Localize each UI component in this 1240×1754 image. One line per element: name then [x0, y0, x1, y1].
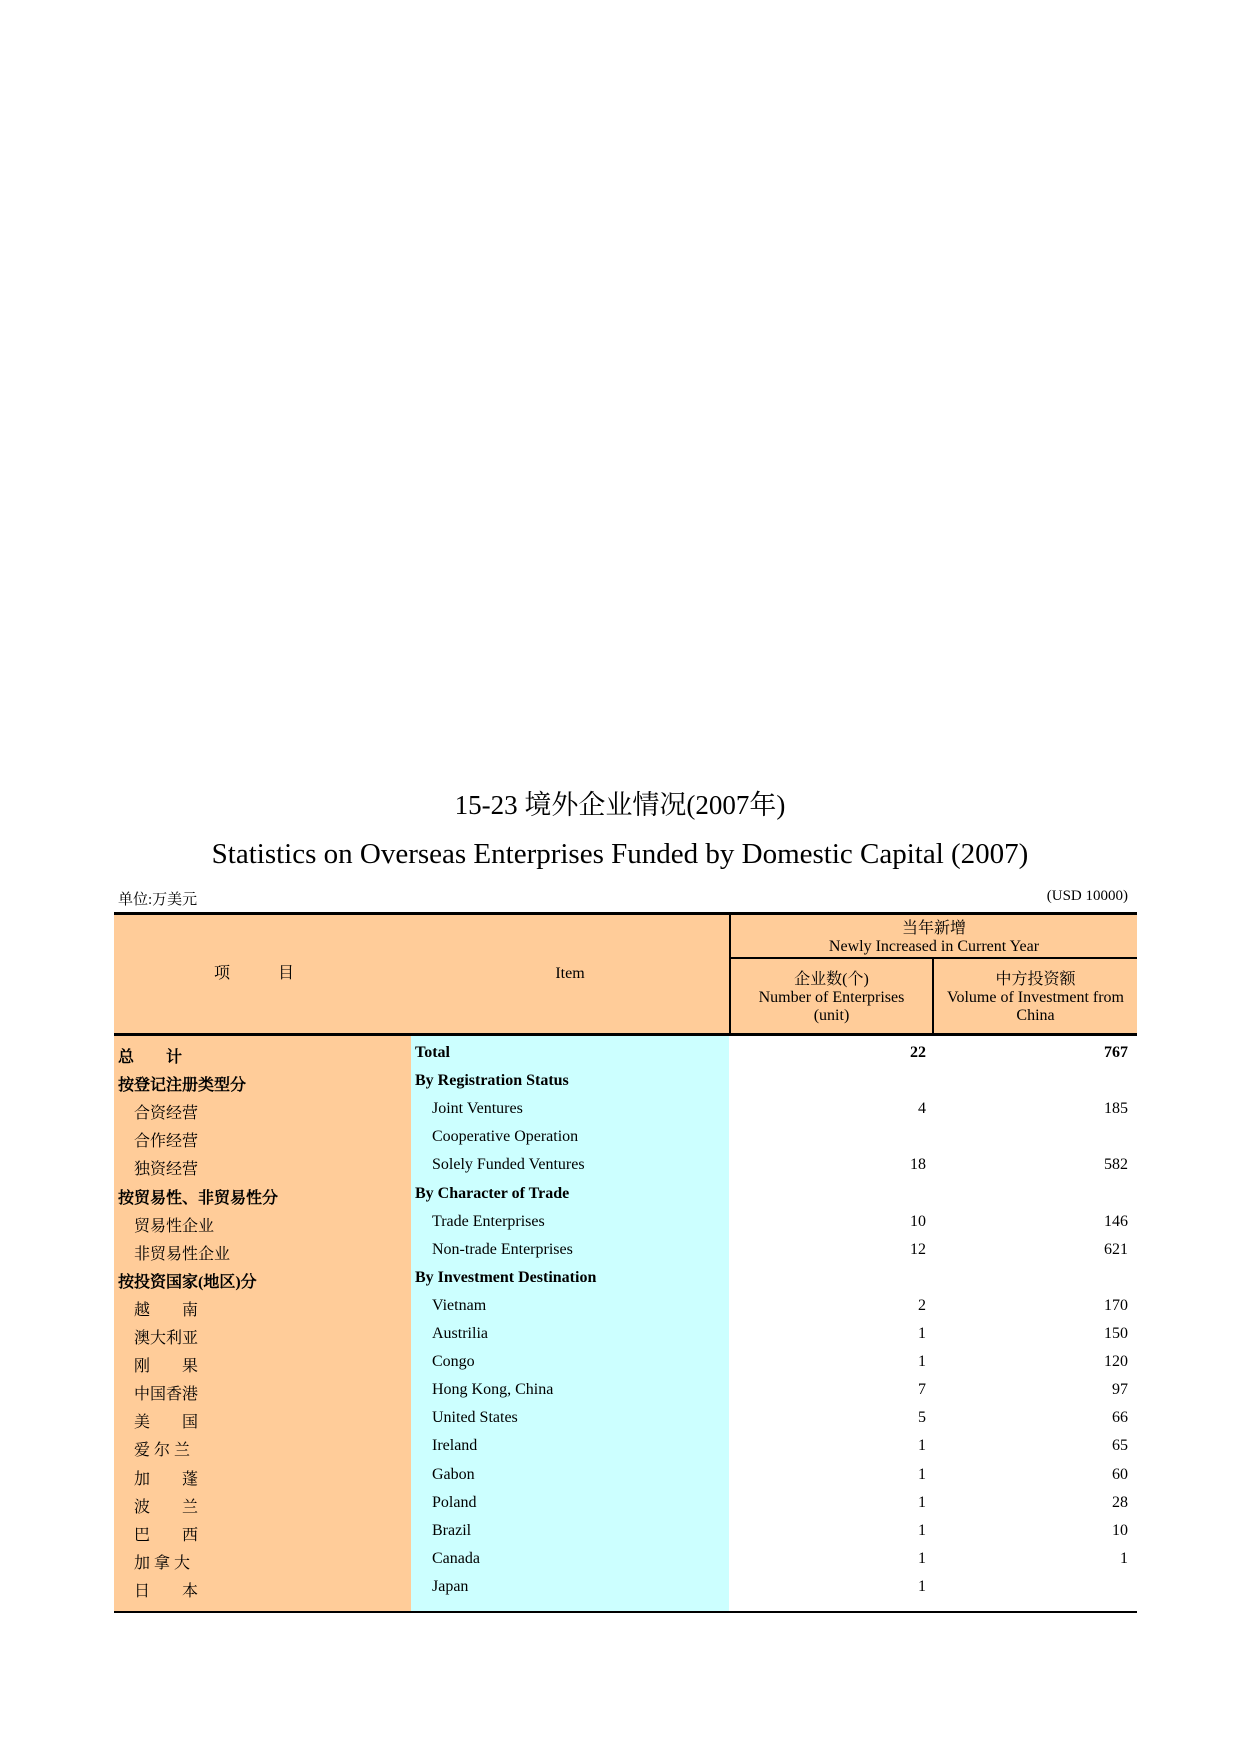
row-label-english: Gabon	[432, 1465, 475, 1483]
bottom-rule	[114, 1611, 1137, 1613]
row-label-chinese: 澳大利亚	[134, 1330, 199, 1347]
enterprise-count: 1	[918, 1353, 926, 1371]
row-label-chinese: 按贸易性、非贸易性分	[118, 1189, 279, 1207]
table-row	[114, 1433, 1137, 1461]
header-item-english: Item	[555, 965, 585, 982]
table-row	[114, 1321, 1137, 1349]
enterprise-count: 10	[910, 1212, 926, 1230]
enterprise-count: 5	[918, 1409, 926, 1427]
row-label-chinese: 加 蓬	[134, 1470, 199, 1488]
table-row	[114, 1181, 1137, 1209]
row-label-english: Congo	[432, 1353, 475, 1371]
enterprise-count: 1	[918, 1493, 926, 1511]
row-label-english: Non-trade Enterprises	[432, 1240, 573, 1258]
header-group-chinese: 当年新增	[901, 920, 966, 937]
table-row	[114, 1096, 1137, 1124]
table-row	[114, 1574, 1137, 1602]
investment-volume: 97	[1112, 1381, 1128, 1399]
header-col1-unit: (unit)	[813, 1007, 850, 1024]
enterprise-count: 22	[910, 1044, 926, 1061]
header-col2-english: Volume of Investment from	[946, 989, 1124, 1006]
row-label-chinese: 刚 果	[134, 1358, 199, 1376]
table-row	[114, 1068, 1137, 1096]
row-label-english: Joint Ventures	[432, 1100, 523, 1118]
table-row	[114, 1349, 1137, 1377]
header-bottom-rule	[114, 1033, 1137, 1036]
row-label-chinese: 非贸易性企业	[134, 1245, 231, 1263]
enterprise-count: 1	[918, 1325, 926, 1342]
row-label-english: Austrilia	[432, 1325, 488, 1342]
row-label-chinese: 加 拿 大	[134, 1554, 191, 1572]
table-row	[114, 1405, 1137, 1433]
row-label-chinese: 爱 尔 兰	[134, 1442, 191, 1460]
row-label-english: Poland	[432, 1493, 477, 1511]
investment-volume: 582	[1104, 1156, 1128, 1174]
row-label-chinese: 总 计	[118, 1049, 183, 1066]
investment-volume: 10	[1112, 1521, 1128, 1539]
row-label-english: Ireland	[432, 1437, 478, 1455]
row-label-english: Trade Enterprises	[432, 1212, 545, 1230]
row-label-english: Solely Funded Ventures	[432, 1156, 585, 1174]
row-label-english: Canada	[432, 1549, 480, 1567]
row-label-chinese: 日 本	[134, 1582, 199, 1600]
top-rule	[114, 912, 1137, 915]
investment-volume: 170	[1104, 1296, 1128, 1314]
row-label-english: By Registration Status	[415, 1072, 569, 1090]
row-label-chinese: 合作经营	[134, 1133, 199, 1151]
row-label-chinese: 贸易性企业	[134, 1217, 215, 1235]
header-item-chinese: 项 目	[213, 965, 294, 982]
investment-volume: 28	[1112, 1493, 1128, 1511]
table-row	[114, 1546, 1137, 1574]
enterprise-count: 12	[910, 1240, 926, 1258]
row-label-english: Japan	[432, 1577, 469, 1595]
row-label-chinese: 合资经营	[134, 1105, 199, 1123]
enterprise-count: 1	[918, 1577, 926, 1595]
row-label-english: United States	[432, 1409, 518, 1427]
row-label-chinese: 按投资国家(地区)分	[118, 1273, 257, 1291]
enterprise-count: 2	[918, 1296, 926, 1314]
table-row	[114, 1209, 1137, 1237]
enterprise-count: 1	[918, 1549, 926, 1567]
header-col2-chinese: 中方投资额	[995, 971, 1076, 988]
table-row	[114, 1152, 1137, 1180]
row-label-chinese: 按登记注册类型分	[118, 1077, 247, 1095]
statistics-table	[114, 912, 1137, 1613]
enterprise-count: 18	[910, 1156, 926, 1174]
row-label-english: Hong Kong, China	[432, 1381, 554, 1399]
investment-volume: 65	[1112, 1437, 1128, 1455]
header-col2-english-cont: China	[1016, 1007, 1055, 1024]
investment-volume: 150	[1104, 1325, 1128, 1342]
investment-volume: 185	[1104, 1100, 1128, 1118]
header-group-english: Newly Increased in Current Year	[828, 938, 1040, 955]
row-label-chinese: 独资经营	[134, 1161, 199, 1179]
table-row	[114, 1518, 1137, 1546]
row-label-english: Cooperative Operation	[432, 1128, 579, 1146]
investment-volume: 146	[1104, 1212, 1128, 1230]
table-title-english: Statistics on Overseas Enterprises Funded by Domestic Capital (2007)	[211, 838, 1029, 870]
table-row	[114, 1490, 1137, 1518]
enterprise-count: 4	[918, 1100, 926, 1118]
row-label-english: Brazil	[432, 1521, 472, 1539]
table-row	[114, 1293, 1137, 1321]
header-col1-chinese: 企业数(个)	[794, 971, 869, 988]
investment-volume: 621	[1104, 1240, 1128, 1258]
unit-label-chinese: 单位:万美元	[118, 892, 198, 908]
investment-volume: 120	[1104, 1353, 1128, 1371]
row-label-chinese: 中国香港	[134, 1386, 199, 1404]
row-label-english: By Character of Trade	[415, 1184, 570, 1202]
investment-volume: 1	[1120, 1549, 1128, 1567]
unit-label-english: (USD 10000)	[1046, 888, 1128, 904]
row-label-chinese: 美 国	[134, 1414, 199, 1432]
enterprise-count: 1	[918, 1437, 926, 1455]
header-col1-english: Number of Enterprises	[758, 989, 905, 1006]
row-label-english: Total	[415, 1044, 450, 1061]
table-row	[114, 1377, 1137, 1405]
table-row	[114, 1124, 1137, 1152]
row-label-chinese: 巴 西	[134, 1526, 199, 1544]
table-row	[114, 1462, 1137, 1490]
investment-volume: 60	[1112, 1465, 1128, 1483]
table-row	[114, 1040, 1137, 1068]
row-label-english: By Investment Destination	[415, 1268, 597, 1286]
table-row	[114, 1237, 1137, 1265]
investment-volume: 767	[1104, 1044, 1128, 1061]
enterprise-count: 1	[918, 1465, 926, 1483]
table-title-chinese: 15-23 境外企业情况(2007年)	[454, 790, 786, 820]
table-row	[114, 1265, 1137, 1293]
investment-volume: 66	[1112, 1409, 1128, 1427]
row-label-chinese: 越 南	[134, 1301, 199, 1319]
enterprise-count: 7	[918, 1381, 926, 1399]
row-label-chinese: 波 兰	[134, 1498, 199, 1516]
row-label-english: Vietnam	[432, 1296, 487, 1314]
enterprise-count: 1	[918, 1521, 926, 1539]
